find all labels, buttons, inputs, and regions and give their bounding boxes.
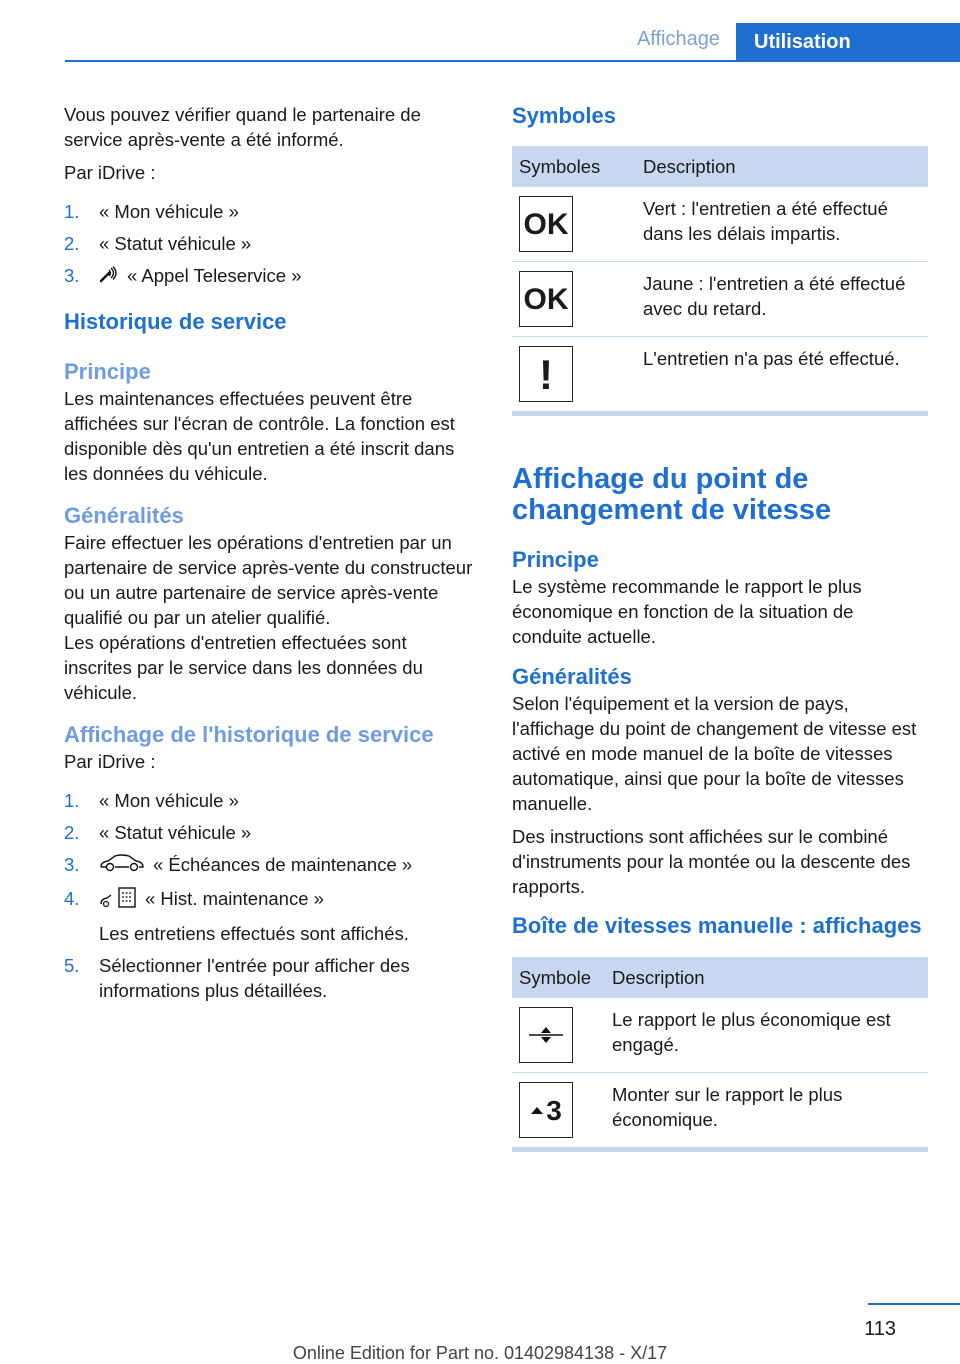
up-down-arrows-icon [519, 1007, 573, 1063]
list-item-note: Les entretiens effectués sont affichés. [99, 922, 409, 944]
history-display-heading: Affichage de l'historique de service [64, 721, 434, 747]
table-cell: L'entretien n'a pas été effectué. [643, 348, 900, 369]
generalites-text-1: Selon l'équipement et la version de pays, l'affichage du point de changement de vitesse est activé en mode manuel de la boîte de vitesses automatique, ainsi que pour la boîte de vitesses manuelle. [512, 693, 917, 814]
left-column [64, 102, 474, 1010]
page-number-rule [868, 1303, 960, 1305]
table-header-description: Description [636, 146, 928, 187]
header-rule [65, 60, 960, 62]
table-header-description: Description [605, 957, 928, 998]
list-item: 2. « Statut véhicule » [64, 821, 252, 843]
intro-text: Vous pouvez vérifier quand le partenaire de service après-vente a été informé. [64, 104, 421, 150]
table-cell: Monter sur le rapport le plus économique. [612, 1084, 843, 1130]
table-row [512, 262, 928, 337]
generalites-text-1: Faire effectuer les opérations d'entretien par un partenaire de service après-vente du constructeur ou un autre partenaire de service après-vente qualifié ou par un atelier qualifié. [64, 531, 473, 628]
list-item: 5. Sélectionner l'entrée pour afficher des informations plus détaillées. [64, 954, 410, 1001]
list-item: 4. « Hist. maintenance » Les entretiens effectués sont affichés. [64, 886, 474, 946]
idrive-label-2: Par iDrive : [64, 750, 156, 772]
symbols-table [512, 146, 928, 411]
table-header-symbol: Symbole [512, 957, 605, 998]
list-item: 3. « Appel Teleservice » [64, 263, 474, 290]
manual-gearbox-heading: Boîte de vitesses manuelle : affichages [512, 913, 922, 938]
principe-text: Le système recommande le rapport le plus économique en fonction de la situation de conduite actuelle. [512, 576, 862, 647]
table-end-rule [512, 411, 928, 416]
steps-list-1 [64, 199, 474, 290]
warning-exclamation-icon: ! [519, 346, 573, 402]
table-end-rule [512, 1147, 928, 1152]
generalites-heading: Généralités [64, 502, 184, 528]
list-item: 2. « Statut véhicule » [64, 233, 252, 254]
car-icon [99, 853, 145, 879]
right-column [512, 102, 928, 1152]
table-row [512, 337, 928, 412]
ok-green-icon: OK [519, 196, 573, 252]
table-cell: Jaune : l'entretien a été effectué avec du retard. [636, 262, 928, 337]
header-section-label: Affichage [636, 28, 720, 50]
main-heading: Affichage du point de changement de vitesse [512, 463, 832, 526]
page-number: 113 [864, 1318, 896, 1340]
gear-symbols-table [512, 957, 928, 1147]
symbols-heading: Symboles [512, 103, 616, 128]
shift-up-icon: 3 [519, 1082, 573, 1138]
principe-heading: Principe [512, 547, 599, 572]
idrive-label: Par iDrive : [64, 162, 156, 183]
table-cell: Le rapport le plus économique est engagé. [605, 998, 928, 1073]
generalites-heading: Généralités [512, 664, 632, 689]
principe-text: Les maintenances effectuées peuvent être affichées sur l'écran de contrôle. La fonction est disponible dès qu'un entretien a été inscrit dans les données du véhicule. [64, 387, 455, 484]
footer-edition: Online Edition for Part no. 01402984138 - X/17 [292, 1343, 668, 1363]
table-row [512, 187, 928, 262]
table-row [512, 1073, 928, 1148]
generalites-text-2: Des instructions sont affichées sur le combiné d'instruments pour la montée ou la descente des rapports. [512, 826, 911, 897]
table-cell: Vert : l'entretien a été effectué dans les délais impartis. [636, 187, 928, 262]
header-chapter-tab: Utilisation [736, 23, 960, 62]
list-item: 3. « Échéances de maintenance » [64, 852, 474, 879]
list-item: 1. « Mon véhicule » [64, 201, 239, 222]
service-history-icon [99, 886, 137, 914]
generalites-text-2: Les opérations d'entretien effectuées sont inscrites par le service dans les données du véhicule. [64, 631, 423, 703]
table-row [512, 998, 928, 1073]
principe-heading: Principe [64, 358, 151, 384]
table-header-symbols: Symboles [512, 146, 636, 187]
list-item: 1. « Mon véhicule » [64, 789, 239, 811]
history-heading: Historique de service [64, 308, 287, 334]
steps-list-2 [64, 788, 474, 1003]
ok-yellow-icon: OK [519, 271, 573, 327]
teleservice-icon [99, 265, 119, 290]
